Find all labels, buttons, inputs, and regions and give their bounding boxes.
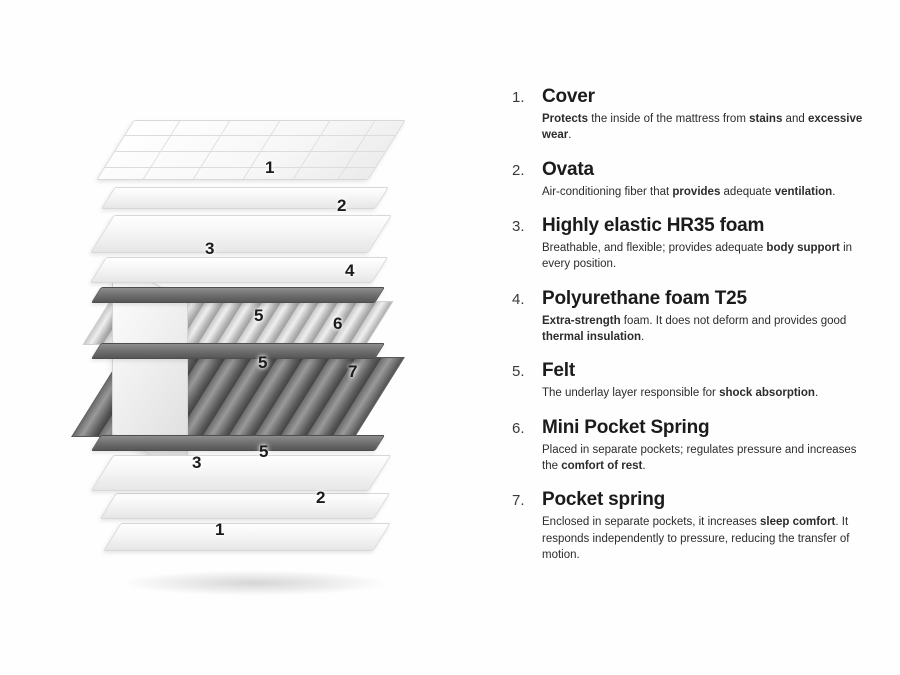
layer-t25-foam xyxy=(90,257,388,283)
layer-felt-lower xyxy=(91,435,385,451)
legend-title-ovata: Ovata xyxy=(542,158,594,180)
legend-item-hr35-foam xyxy=(512,215,892,273)
legend-list xyxy=(512,86,892,578)
legend-item-t25-foam xyxy=(512,288,892,346)
layer-hr35-foam-bottom xyxy=(91,455,391,491)
legend-title-t25-foam: Polyurethane foam T25 xyxy=(542,287,747,309)
legend-item-felt xyxy=(512,360,892,401)
layer-cover-bottom xyxy=(103,523,390,551)
diagram-number-5-lower: 5 xyxy=(259,442,269,461)
quilting-pattern xyxy=(98,121,404,179)
legend-item-pocket-spring xyxy=(512,489,892,563)
legend-desc-t25-foam: Extra-strength foam. It does not deform and provides good thermal insulation. xyxy=(542,314,847,343)
diagram-number-5-upper: 5 xyxy=(254,306,264,325)
legend-index-4: 4. xyxy=(512,290,525,308)
legend-index-7: 7. xyxy=(512,492,525,510)
layer-cover xyxy=(96,120,405,180)
legend-index-6: 6. xyxy=(512,419,525,437)
diagram-number-7: 7 xyxy=(348,362,358,381)
legend-desc-pocket-spring: Enclosed in separate pockets, it increases sleep comfort. It responds independently to pressure, reducing the transfer of motion. xyxy=(542,516,850,561)
layer-ovata-bottom xyxy=(100,493,390,519)
legend-title-mini-pocket-spring: Mini Pocket Spring xyxy=(542,416,710,438)
legend-title-felt: Felt xyxy=(542,360,575,382)
legend-title-pocket-spring: Pocket spring xyxy=(542,489,666,511)
legend-item-ovata xyxy=(512,159,892,200)
diagram-number-1-bottom: 1 xyxy=(215,520,225,539)
layer-felt-upper xyxy=(91,287,385,303)
legend-item-cover xyxy=(512,86,892,144)
layer-stack xyxy=(90,95,470,595)
legend-desc-cover: Protects the inside of the mattress from stains and excessive wear. xyxy=(542,113,863,142)
diagram-number-1-top: 1 xyxy=(265,158,275,177)
legend-desc-mini-pocket-spring: Placed in separate pockets; regulates pressure and increases the comfort of rest. xyxy=(542,443,857,472)
diagram-number-2-top: 2 xyxy=(337,196,347,215)
legend-desc-felt: The underlay layer responsible for shock absorption. xyxy=(542,387,819,400)
diagram-number-2-bottom: 2 xyxy=(316,488,326,507)
diagram-number-4: 4 xyxy=(345,261,355,280)
legend-title-hr35-foam: Highly elastic HR35 foam xyxy=(542,214,765,236)
diagram-number-6: 6 xyxy=(333,314,343,333)
legend-desc-ovata: Air-conditioning fiber that provides adequate ventilation. xyxy=(542,185,836,198)
legend-index-3: 3. xyxy=(512,217,525,235)
legend-desc-hr35-foam: Breathable, and flexible; provides adequate body support in every position. xyxy=(542,241,853,271)
layer-felt-middle xyxy=(91,343,385,359)
diagram-number-3-top: 3 xyxy=(205,239,215,258)
legend-index-2: 2. xyxy=(512,161,525,179)
diagram-number-3-bottom: 3 xyxy=(192,453,202,472)
legend-index-1: 1. xyxy=(512,89,525,106)
legend-item-mini-pocket-spring xyxy=(512,417,892,475)
layer-hr35-foam xyxy=(90,215,392,253)
legend-title-cover: Cover xyxy=(542,86,595,107)
diagram-number-5-middle: 5 xyxy=(258,353,268,372)
legend-index-5: 5. xyxy=(512,363,525,381)
